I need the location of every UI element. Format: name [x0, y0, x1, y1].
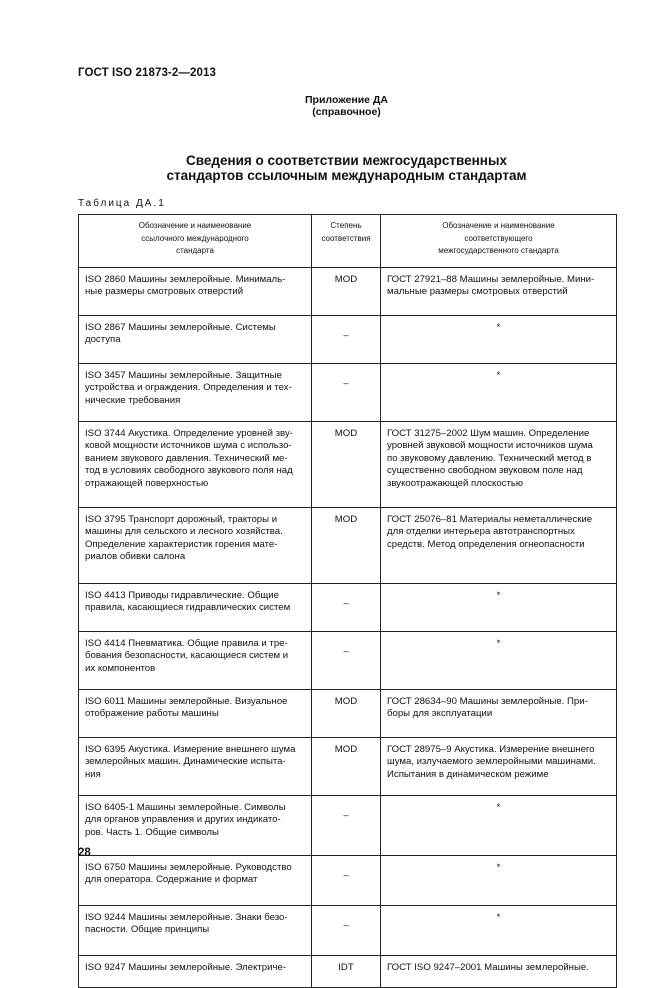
cell-text-line: ISO 9244 Машины землеройные. Знаки безо- — [85, 912, 288, 923]
degree-value: – — [343, 378, 349, 389]
degree-of-correspondence-cell — [312, 364, 381, 422]
cell-text-line: шума, излучаемого землеройными машинами. — [387, 756, 596, 768]
interstate-standard-cell — [381, 316, 617, 364]
international-standard-cell — [79, 364, 312, 422]
degree-of-correspondence-cell — [312, 422, 381, 508]
cell-text-line: средств. Метод определения огнеопасности — [387, 538, 585, 550]
cell-text-line: ISO 2867 Машины землеройные. Системы — [85, 322, 276, 333]
degree-value: MOD — [334, 428, 358, 439]
cell-text-line: пасности. Общие принципы — [85, 924, 210, 936]
header-text-line: ссылочного международного — [141, 233, 249, 243]
section-title — [0, 153, 661, 183]
interstate-standard-cell — [381, 796, 617, 856]
degree-of-correspondence-cell — [312, 906, 381, 956]
footnote-asterisk: * — [496, 802, 501, 813]
cell-text-line: ГОСТ 25076–81 Материалы неметаллические — [387, 514, 593, 525]
cell-text-line: ния — [85, 768, 101, 780]
correspondence-table — [78, 214, 617, 988]
international-standard-cell — [79, 632, 312, 690]
degree-value: MOD — [334, 744, 358, 755]
table-caption: Таблица ДА.1 — [78, 198, 166, 209]
footnote-asterisk: * — [496, 912, 501, 923]
interstate-standard-cell — [381, 584, 617, 632]
table-row — [79, 508, 617, 584]
degree-of-correspondence-cell — [312, 632, 381, 690]
international-standard-cell — [79, 906, 312, 956]
degree-value: – — [343, 810, 349, 821]
interstate-standard-cell — [381, 956, 617, 988]
table-row — [79, 738, 617, 796]
table-row — [79, 364, 617, 422]
cell-text-line: ISO 2860 Машины землеройные. Минималь- — [85, 274, 286, 285]
interstate-standard-cell — [381, 422, 617, 508]
degree-value: – — [343, 920, 349, 931]
cell-text-line: ISO 6395 Акустика. Измерение внешнего шума — [85, 744, 296, 755]
cell-text-line: ISO 6750 Машины землеройные. Руководство — [85, 862, 292, 873]
table-header-row — [79, 215, 617, 268]
document-code: ГОСТ ISO 21873-2—2013 — [78, 67, 216, 79]
cell-text-line: тод в условиях свободного звукового поля над — [85, 465, 293, 477]
interstate-standard-cell — [381, 690, 617, 738]
table-row — [79, 584, 617, 632]
international-standard-cell — [79, 690, 312, 738]
cell-text-line: их компонентов — [85, 662, 156, 674]
degree-of-correspondence-cell — [312, 508, 381, 584]
degree-of-correspondence-cell — [312, 268, 381, 316]
table-row — [79, 316, 617, 364]
header-text-line: стандарта — [176, 246, 214, 256]
cell-text-line: по звуковому давлению. Технический метод в — [387, 452, 592, 464]
degree-of-correspondence-cell — [312, 584, 381, 632]
cell-text-line: боры для эксплуатации — [387, 708, 493, 720]
degree-value: – — [343, 330, 349, 341]
interstate-standard-cell — [381, 632, 617, 690]
degree-value: MOD — [334, 514, 358, 525]
footnote-asterisk: * — [496, 322, 501, 333]
cell-text-line: ГОСТ 28634–90 Машины землеройные. При- — [387, 696, 588, 707]
degree-of-correspondence-cell — [312, 316, 381, 364]
degree-value: IDT — [338, 962, 354, 973]
degree-of-correspondence-cell — [312, 856, 381, 906]
section-title-line: Сведения о соответствии межгосударственных — [186, 153, 507, 168]
header-text-line: Обозначение и наименование — [442, 221, 555, 230]
cell-text-line: Испытания в динамическом режиме — [387, 768, 549, 780]
annex-subtitle: (справочное) — [312, 106, 381, 118]
section-title-line: стандартов ссылочным международным стандартам — [166, 168, 527, 183]
international-standard-cell — [79, 584, 312, 632]
cell-text-line: отражающей поверхностью — [85, 477, 209, 489]
cell-text-line: ные размеры смотровых отверстий — [85, 286, 244, 298]
table-row — [79, 422, 617, 508]
interstate-standard-cell — [381, 738, 617, 796]
header-text-line: соответствия — [321, 233, 371, 243]
cell-text-line: звукоотражающей плоскостью — [387, 477, 524, 489]
international-standard-cell — [79, 738, 312, 796]
table-row — [79, 632, 617, 690]
cell-text-line: ISO 6011 Машины землеройные. Визуальное — [85, 696, 288, 707]
cell-text-line: ров. Часть 1. Общие символы — [85, 826, 219, 838]
table-row — [79, 956, 617, 988]
header-text-line: Степень — [330, 221, 362, 230]
cell-text-line: ISO 4414 Пневматика. Общие правила и тре- — [85, 638, 288, 649]
degree-of-correspondence-cell — [312, 796, 381, 856]
international-standard-cell — [79, 796, 312, 856]
interstate-standard-cell — [381, 508, 617, 584]
degree-value: MOD — [334, 696, 358, 707]
cell-text-line: ISO 3795 Транспорт дорожный, тракторы и — [85, 514, 278, 525]
header-degree — [312, 215, 381, 268]
international-standard-cell — [79, 508, 312, 584]
header-text-line: Обозначение и наименование — [138, 221, 252, 230]
cell-text-line: для оператора. Содержание и формат — [85, 874, 258, 886]
cell-text-line: ГОСТ 31275–2002 Шум машин. Определение — [387, 428, 590, 439]
international-standard-cell — [79, 956, 312, 988]
annex-title: Приложение ДА — [305, 94, 388, 106]
cell-text-line: для отделки интерьера автотранспортных — [387, 526, 575, 538]
international-standard-cell — [79, 268, 312, 316]
cell-text-line: бования безопасности, касающиеся систем и — [85, 650, 289, 662]
footnote-asterisk: * — [496, 590, 501, 601]
cell-text-line: ковой мощности источников шума с использо- — [85, 440, 292, 452]
footnote-asterisk: * — [496, 638, 501, 649]
cell-text-line: ГОСТ 27921–88 Машины землеройные. Мини- — [387, 274, 595, 285]
cell-text-line: ISO 3457 Машины землеройные. Защитные — [85, 370, 282, 381]
cell-text-line: землеройных машин. Динамические испыта- — [85, 756, 286, 768]
cell-text-line: отображение работы машины — [85, 708, 219, 720]
table-row — [79, 856, 617, 906]
cell-text-line: уровней звуковой мощности источников шума — [387, 440, 593, 452]
international-standard-cell — [79, 316, 312, 364]
table-row — [79, 690, 617, 738]
cell-text-line: ГОСТ 28975–9 Акустика. Измерение внешнего — [387, 744, 595, 755]
interstate-standard-cell — [381, 856, 617, 906]
cell-text-line: риалов обивки салона — [85, 551, 186, 563]
degree-of-correspondence-cell — [312, 690, 381, 738]
cell-text-line: правила, касающиеся гидравлических систем — [85, 602, 291, 614]
cell-text-line: ISO 6405-1 Машины землеройные. Символы — [85, 802, 286, 813]
interstate-standard-cell — [381, 268, 617, 316]
degree-value: MOD — [334, 274, 358, 285]
degree-value: – — [343, 598, 349, 609]
table-row — [79, 906, 617, 956]
cell-text-line: нические требования — [85, 394, 181, 406]
table-row — [79, 796, 617, 856]
degree-of-correspondence-cell — [312, 956, 381, 988]
interstate-standard-cell — [381, 906, 617, 956]
interstate-standard-cell — [381, 364, 617, 422]
cell-text-line: ISO 4413 Приводы гидравлические. Общие — [85, 590, 279, 601]
cell-text-line: мальные размеры смотровых отверстий — [387, 286, 568, 298]
cell-text-line: ГОСТ ISO 9247–2001 Машины землеройные. — [387, 962, 589, 973]
degree-value: – — [343, 646, 349, 657]
degree-value: – — [343, 870, 349, 881]
degree-of-correspondence-cell — [312, 738, 381, 796]
page-number: 28 — [78, 847, 91, 859]
international-standard-cell — [79, 856, 312, 906]
cell-text-line: ISO 9247 Машины землеройные. Электриче- — [85, 962, 287, 973]
cell-text-line: доступа — [85, 334, 121, 346]
footnote-asterisk: * — [496, 370, 501, 381]
cell-text-line: Определение характеристик горения мате- — [85, 538, 278, 550]
header-text-line: межгосударственного стандарта — [438, 246, 559, 256]
cell-text-line: ванием звукового давления. Технический ме- — [85, 452, 288, 464]
header-text-line: соответствующего — [464, 233, 533, 243]
table-row — [79, 268, 617, 316]
cell-text-line: устройства и ограждения. Определения и тех- — [85, 382, 292, 394]
cell-text-line: машины для сельского и лесного хозяйства. — [85, 526, 283, 538]
annex-heading — [0, 94, 661, 118]
international-standard-cell — [79, 422, 312, 508]
header-intl-standard — [79, 215, 312, 268]
footnote-asterisk: * — [496, 862, 501, 873]
cell-text-line: для органов управления и других индикато- — [85, 814, 281, 826]
header-gost-standard — [381, 215, 617, 268]
cell-text-line: ISO 3744 Акустика. Определение уровней зву- — [85, 428, 293, 439]
cell-text-line: существенно свободном звуковом поле над — [387, 465, 583, 477]
